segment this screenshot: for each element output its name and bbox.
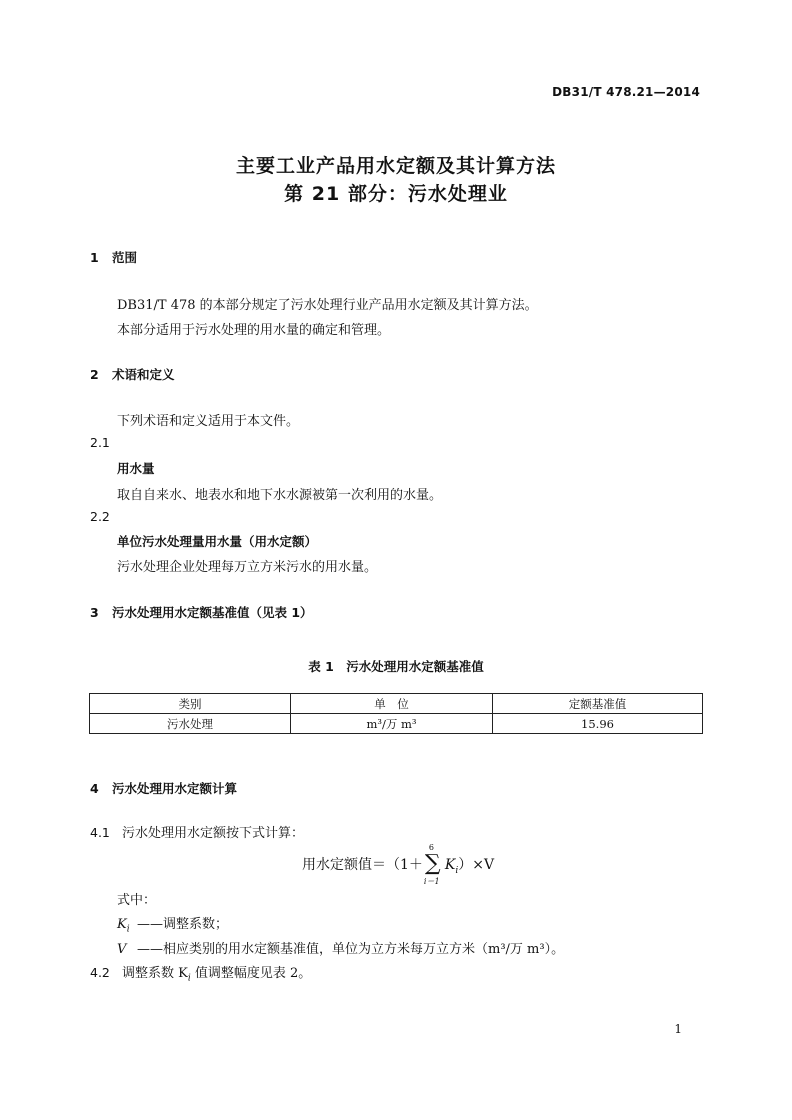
title-line-1: 主要工业产品用水定额及其计算方法 (235, 155, 556, 177)
clause-2-2-term: 单位污水处理量用水量（用水定额） (117, 534, 318, 549)
section-1-title: 范围 (112, 250, 138, 265)
section-3-title: 污水处理用水定额基准值（见表 1） (112, 605, 313, 620)
where-k-subscript: i (126, 924, 130, 935)
where-k-description: ——调整系数； (137, 917, 229, 932)
table-cell-unit: m³/万 m³ (291, 714, 493, 734)
clause-4-1-text: 污水处理用水定额按下式计算： (122, 826, 305, 841)
quota-baseline-table (89, 693, 703, 734)
summation-lower-limit: i＝1 (423, 877, 440, 886)
formula-lhs: 用水定额值＝（1＋ (302, 857, 423, 873)
table-row (90, 714, 703, 734)
clause-2-2-definition: 污水处理企业处理每万立方米污水的用水量。 (117, 560, 378, 575)
quota-formula (302, 845, 494, 885)
table-header-unit: 单 位 (291, 694, 493, 714)
summation-upper-limit: 6 (428, 843, 435, 852)
clause-2-1-definition: 取自自来水、地表水和地下水水源被第一次利用的水量。 (117, 488, 443, 503)
where-k-symbol-wrap (117, 917, 137, 935)
section-2-title: 术语和定义 (112, 367, 175, 382)
section-4-title: 污水处理用水定额计算 (112, 781, 238, 796)
summation (423, 845, 445, 885)
where-v-line (117, 938, 564, 957)
clause-2-1-term: 用水量 (117, 461, 155, 476)
table-header-row (90, 694, 703, 714)
section-4-heading (90, 779, 237, 797)
clause-4-1-number: 4.1 (90, 825, 110, 840)
clause-2-2-number: 2.2 (90, 509, 110, 524)
clause-4-2-subscript: i (187, 973, 191, 984)
table-header-baseline: 定额基准值 (493, 694, 703, 714)
clause-4-2-number: 4.2 (90, 965, 110, 980)
title-line-2: 第 21 部分：污水处理业 (284, 183, 508, 205)
section-2-intro: 下列术语和定义适用于本文件。 (117, 414, 300, 429)
where-v-description: ——相应类别的用水定额基准值，单位为立方米每万立方米（m³/万 m³）。 (137, 942, 565, 957)
section-2-number: 2 (90, 367, 99, 382)
section-2-heading (90, 365, 175, 383)
section-3-number: 3 (90, 605, 99, 620)
formula-rhs: ）×V (458, 857, 495, 873)
formula-k-symbol: K (444, 857, 456, 873)
section-4-number: 4 (90, 781, 99, 796)
where-label: 式中： (117, 893, 157, 908)
section-1-para-2: 本部分适用于污水处理的用水量的确定和管理。 (117, 323, 391, 338)
sigma-symbol: ∑ (424, 851, 441, 876)
section-1-number: 1 (90, 250, 99, 265)
where-v-symbol: V (117, 942, 127, 957)
section-1-para-1: DB31/T 478 的本部分规定了污水处理行业产品用水定额及其计算方法。 (117, 298, 538, 313)
table-cell-baseline: 15.96 (493, 714, 703, 734)
where-k-line (117, 913, 228, 935)
clause-4-2-tail: 值调整幅度见表 2。 (190, 966, 312, 981)
section-3-heading (90, 603, 313, 621)
table-header-category: 类别 (90, 694, 291, 714)
clause-2-1-number: 2.1 (90, 435, 110, 450)
clause-4-2 (90, 962, 311, 984)
page-number: 1 (674, 1022, 682, 1036)
clause-4-2-text: 调整系数 K (122, 966, 188, 981)
section-1-heading (90, 248, 137, 266)
table-1-caption: 表 1 污水处理用水定额基准值 (308, 659, 484, 674)
table-cell-category: 污水处理 (90, 714, 291, 734)
where-k-symbol: K (117, 917, 127, 932)
document-code: DB31/T 478.21—2014 (552, 85, 700, 99)
clause-4-1 (90, 822, 304, 841)
formula-k-subscript: i (455, 865, 459, 876)
